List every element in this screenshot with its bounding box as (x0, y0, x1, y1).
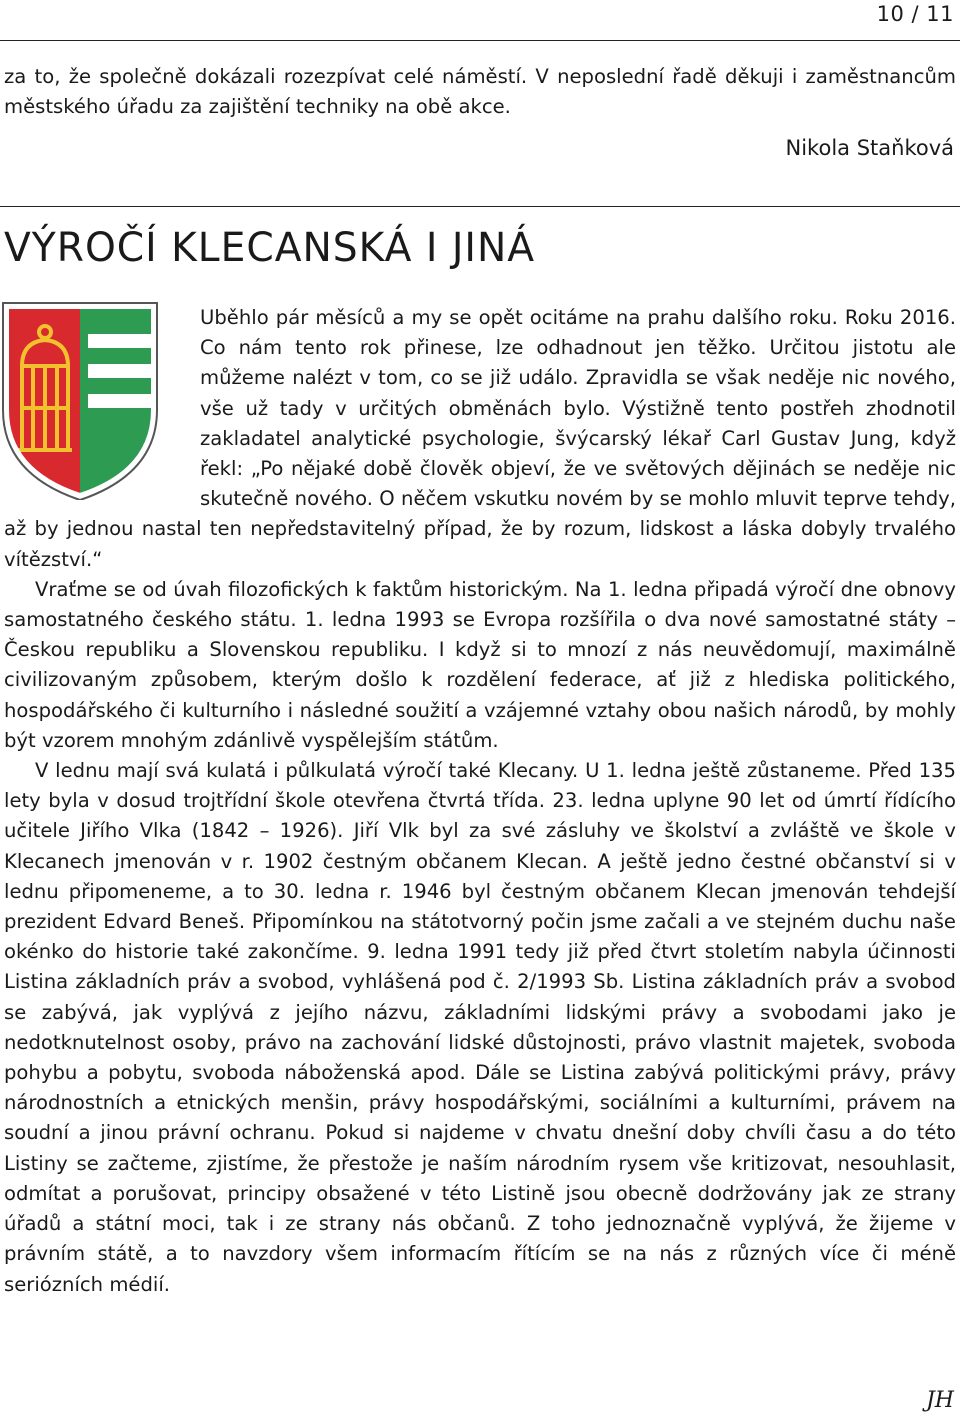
header-rule (0, 40, 960, 41)
intro-text: za to, že společně dokázali rozezpívat celé náměstí. V neposlední řadě děkuji i zaměstnancům městského úřadu za zajištění techniky na obě akce. (4, 65, 956, 119)
crest-wrap-space (4, 303, 200, 508)
article-paragraph-1: Uběhlo pár měsíců a my se opět ocitáme na prahu dalšího roku. Roku 2016. Co nám tento rok přinese, lze odhadnout jen těžko. Určitou jistotu ale můžeme nalézt v tom, co se již událo. Zpravidla se však neděje nic nového, vše už tady v určitých obměnách bylo. Výstižně tento postřeh zhodnotil zakladatel analytické psychologie, švýcarský lékař Carl Gustav Jung, když řekl: „Po nějaké době člověk objeví, že ve světových dějinách se neděje nic skutečně nového. O něčem vskutku novém by se mohlo mluvit teprve tehdy, až by jednou nastal ten nepředstavitelný případ, že by rozum, lidskost a láska dobyly trvalého vítězství.“ (4, 306, 956, 571)
intro-paragraph (4, 62, 956, 122)
article-paragraph-2: Vraťme se od úvah filozofických k faktům historickým. Na 1. ledna připadá výročí dne obnovy samostatného českého státu. 1. ledna 1993 se Evropa rozšířila o dva nové samostatné státy – Českou republiku a Slovenskou republiku. I když si to mnozí z nás neuvědomují, maximálně civilizovaným způsobem, kterým došlo k rozdělení federace, ať již z hlediska politického, hospodářského či kulturního i následné soužití a vzájemné vztahy obou našich národů, by mohly být vzorem mnohým zdánlivě vyspělejším státům. (4, 577, 956, 752)
page-number: 10 / 11 (876, 2, 954, 26)
article-signature: JH (925, 1388, 954, 1413)
section-rule (0, 206, 960, 207)
article-body (4, 303, 956, 1300)
article-paragraph-3: V lednu mají svá kulatá i půlkulatá výročí také Klecany. U 1. ledna ještě zůstaneme. Před 135 lety byla v dosud trojtřídní škole otevřena čtvrtá třída. 23. ledna uplyne 90 let od úmrtí řídícího učitele Jiřího Vlka (1842 – 1926). Jiří Vlk byl za své zásluhy ve školství a zvláště ve škole v Klecanech jmenován v r. 1902 čestným občanem Klecan. A ještě jedno čestné občanství si v lednu připomeneme, a to 30. ledna r. 1946 byl čestným občanem Klecan jmenován tehdejší prezident Edvard Beneš. Připomínkou na státotvorný počin jsme začali a ve stejném duchu naše okénko do historie také zakončíme. 9. ledna 1991 tedy již před čtvrt stoletím nabyla účinnosti Listina základních práv a svobod, vyhlášená pod č. 2/1993 Sb. Listina základních práv a svobod se zabývá, jak vyplývá z jejího názvu, základními lidskými právy a svobodami jako je nedotknutelnost osoby, právo na zachování lidské důstojnosti, právo vlastnit majetek, svoboda pohybu a pobytu, svoboda náboženská apod. Dále se Listina zabývá politickými právy, právy národnostních a etnických menšin, právy hospodářskými, sociálními a kulturními, právem na soudní a jinou právní ochranu. Pokud si najdeme v chvatu dnešní doby chvíli času a do této Listiny se začteme, zjistíme, že přestože je naším národním rysem vše kritizovat, nesouhlasit, odmítat a porušovat, principy obsažené v této Listině jsou obecně dodržovány jak ze strany úřadů a státní moci, tak i ze strany nás občanů. Z toho jednoznačně vyplývá, že žijeme v právním státě, a to navzdory všem informacím řítícím se na nás z různých více či méně seriózních médií. (4, 759, 956, 1296)
article-title: VÝROČÍ KLECANSKÁ I JINÁ (4, 225, 536, 271)
intro-signature: Nikola Staňková (785, 136, 954, 160)
